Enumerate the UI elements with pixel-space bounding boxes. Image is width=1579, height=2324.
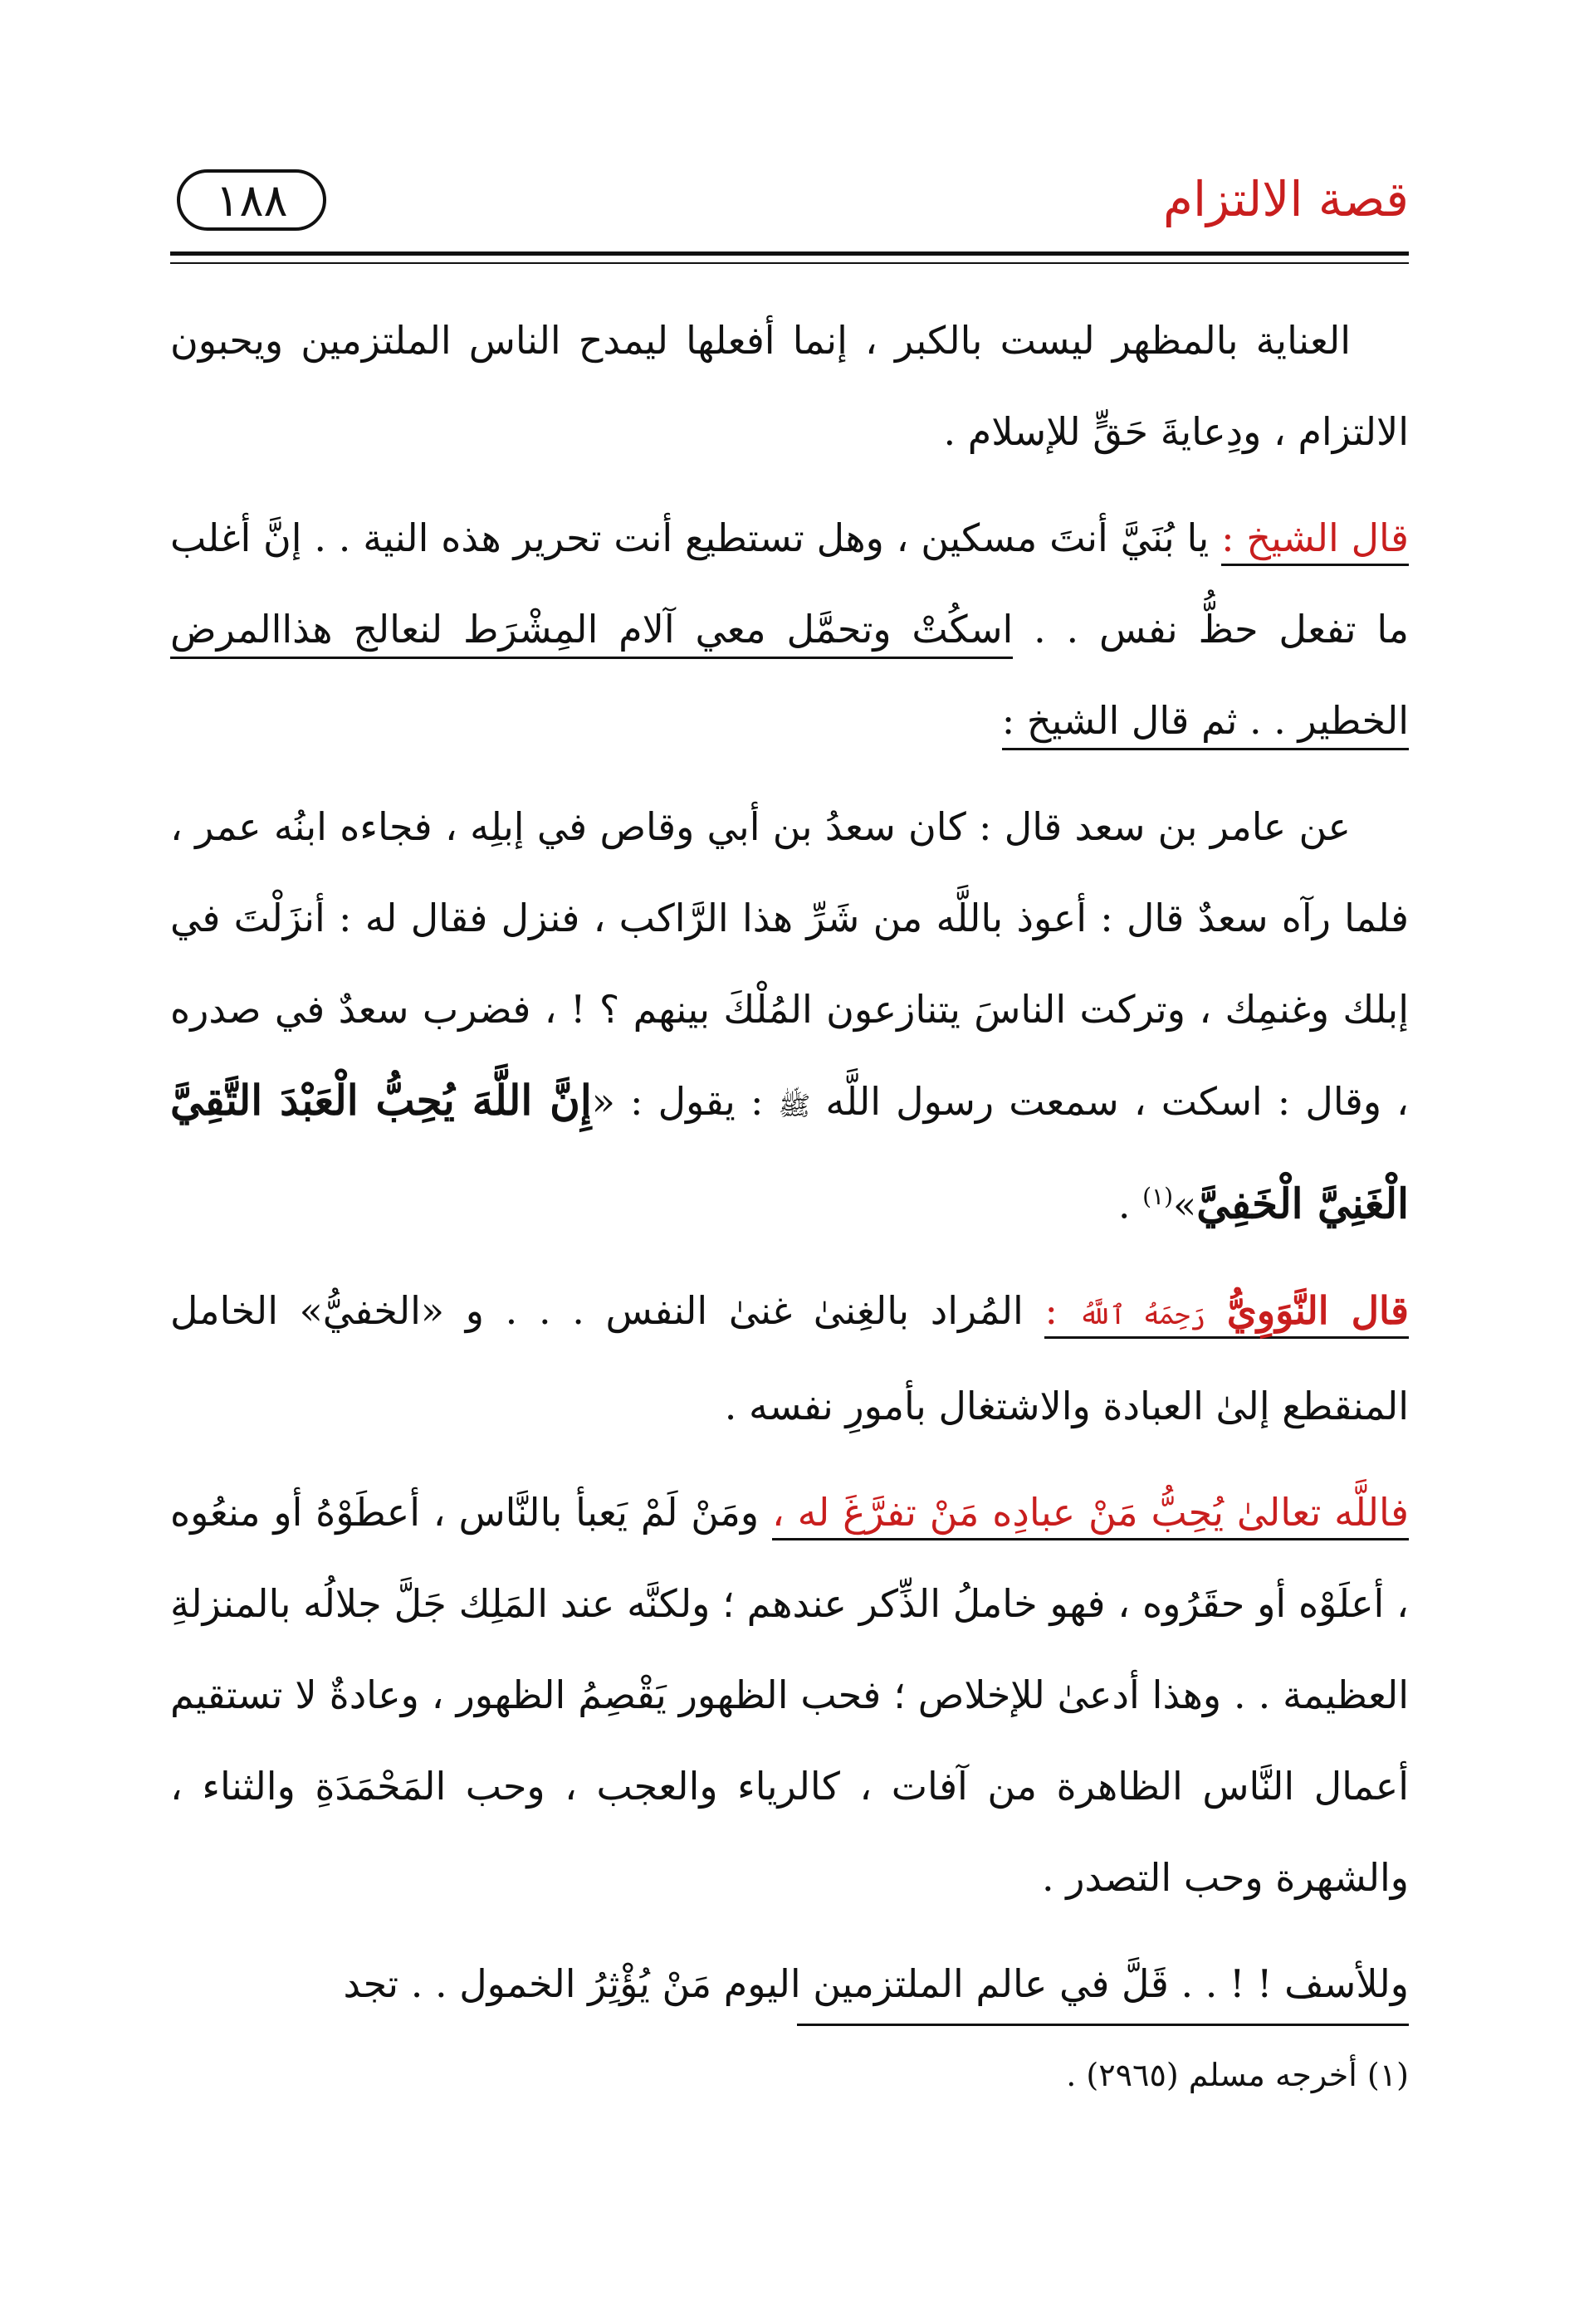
paragraph-6: وللأسف ! ! . . قَلَّ في عالم الملتزمين اليوم مَنْ يُؤْثِرُ الخمول . . تجد [343, 1961, 1409, 2007]
paragraph-3-end: . [1117, 1182, 1143, 1228]
paragraph-1: العناية بالمظهر ليست بالكبر ، إنما أفعلها ليمدح الناس الملتزمين ويحبون الالتزام ، ودِعايةَ حَقٍّ للإسلام . [170, 318, 1409, 454]
header-rule-thick [170, 251, 1409, 256]
page-number-badge: ١٨٨ [177, 169, 326, 231]
nawawi-colon: : [1044, 1288, 1079, 1334]
prophet-honorific: ﷺ [778, 1090, 811, 1121]
hadith-close: » [1173, 1182, 1197, 1228]
paragraph-4-text: المُراد بالغِنىٰ غنىٰ النفس . . . و «الخفيُّ» الخامل المنقطع إلىٰ العبادة والاشتغال بأمورِ نفسه . [170, 1288, 1409, 1429]
body-text [170, 295, 1409, 2044]
footnote-marker: (١) [1142, 1183, 1174, 1210]
paragraph-3-text: عن عامر بن سعد قال : كان سعدُ بن أبي وقاص في إبلِه ، فجاءه ابنُه عمر ، فلما رآه سعدٌ قال : أعوذ باللَّه من شَرِّ هذا الرَّاكب ، فنزل فقال له : أنزَلْتَ في إبلك وغنمِك ، وتركت الناسَ يتنازعون المُلْكَ بينهم ؟ ! ، فضرب سعدٌ في صدره ، وقال : اسكت ، سمعت رسول اللَّه [170, 804, 1410, 1124]
paragraph-4 [170, 1265, 1409, 1452]
paragraph-5 [170, 1467, 1409, 1923]
nawawi-label-group [1044, 1288, 1409, 1339]
paragraph-3 [170, 781, 1409, 1250]
paragraph-5-red: فاللَّه تعالىٰ يُحِبُّ مَنْ عبادِه مَنْ تفرَّغَ له ، [772, 1490, 1409, 1540]
paragraph-2-underlined: اسكُتْ وتحمَّل معي آلام المِشْرَط لنعالج هذاالمرض الخطير . . ثم قال الشيخ : [170, 607, 1409, 750]
rahimahullah-honorific: رَحِمَهُ ٱللَّهُ [1078, 1299, 1206, 1331]
hadith-quote: إِنَّ اللَّهَ يُحِبُّ الْعَبْدَ التَّقِيَّ الْغَنِيَّ الْخَفِيَّ [170, 1076, 1409, 1228]
sheikh-label: قال الشيخ : [1221, 515, 1409, 566]
running-title: قصة الالتزام [1163, 171, 1409, 227]
nawawi-label: قال النَّوَوِيُّ [1226, 1288, 1410, 1334]
paragraph-3-text-2: : يقول : « [591, 1079, 764, 1124]
paragraph-5-text: ومَنْ لَمْ يَعبأ بالنَّاس ، أعطَوْهُ أو منعُوه ، أعلَوْه أو حقَرُوه ، فهو خاملُ الذِّكر عندهم ؛ ولكنَّه عند المَلِك جَلَّ جلالُه بالمنزلةِ العظيمة . . وهذا أدعىٰ للإخلاص ؛ فحب الظهور يَقْصِمُ الظهور ، وعادةٌ لا تستقيم أعمال النَّاس الظاهرة من آفات ، كالرياء والعجب ، وحب المَحْمَدَةِ والثناء ، والشهرة وحب التصدر . [170, 1490, 1409, 1901]
footnote: (١) أخرجه مسلم (٢٩٦٥) . [1066, 2057, 1409, 2093]
header-rule-thin [170, 262, 1409, 264]
page-header [170, 158, 1409, 249]
paragraph-2-text: يا بُنَيَّ أنتَ مسكين ، وهل تستطيع أنت تحرير هذه النية . . إنَّ أغلب ما تفعل حظُّ نفس . . [170, 515, 1409, 652]
paragraph-2 [170, 492, 1409, 766]
footnote-rule [797, 2024, 1409, 2026]
